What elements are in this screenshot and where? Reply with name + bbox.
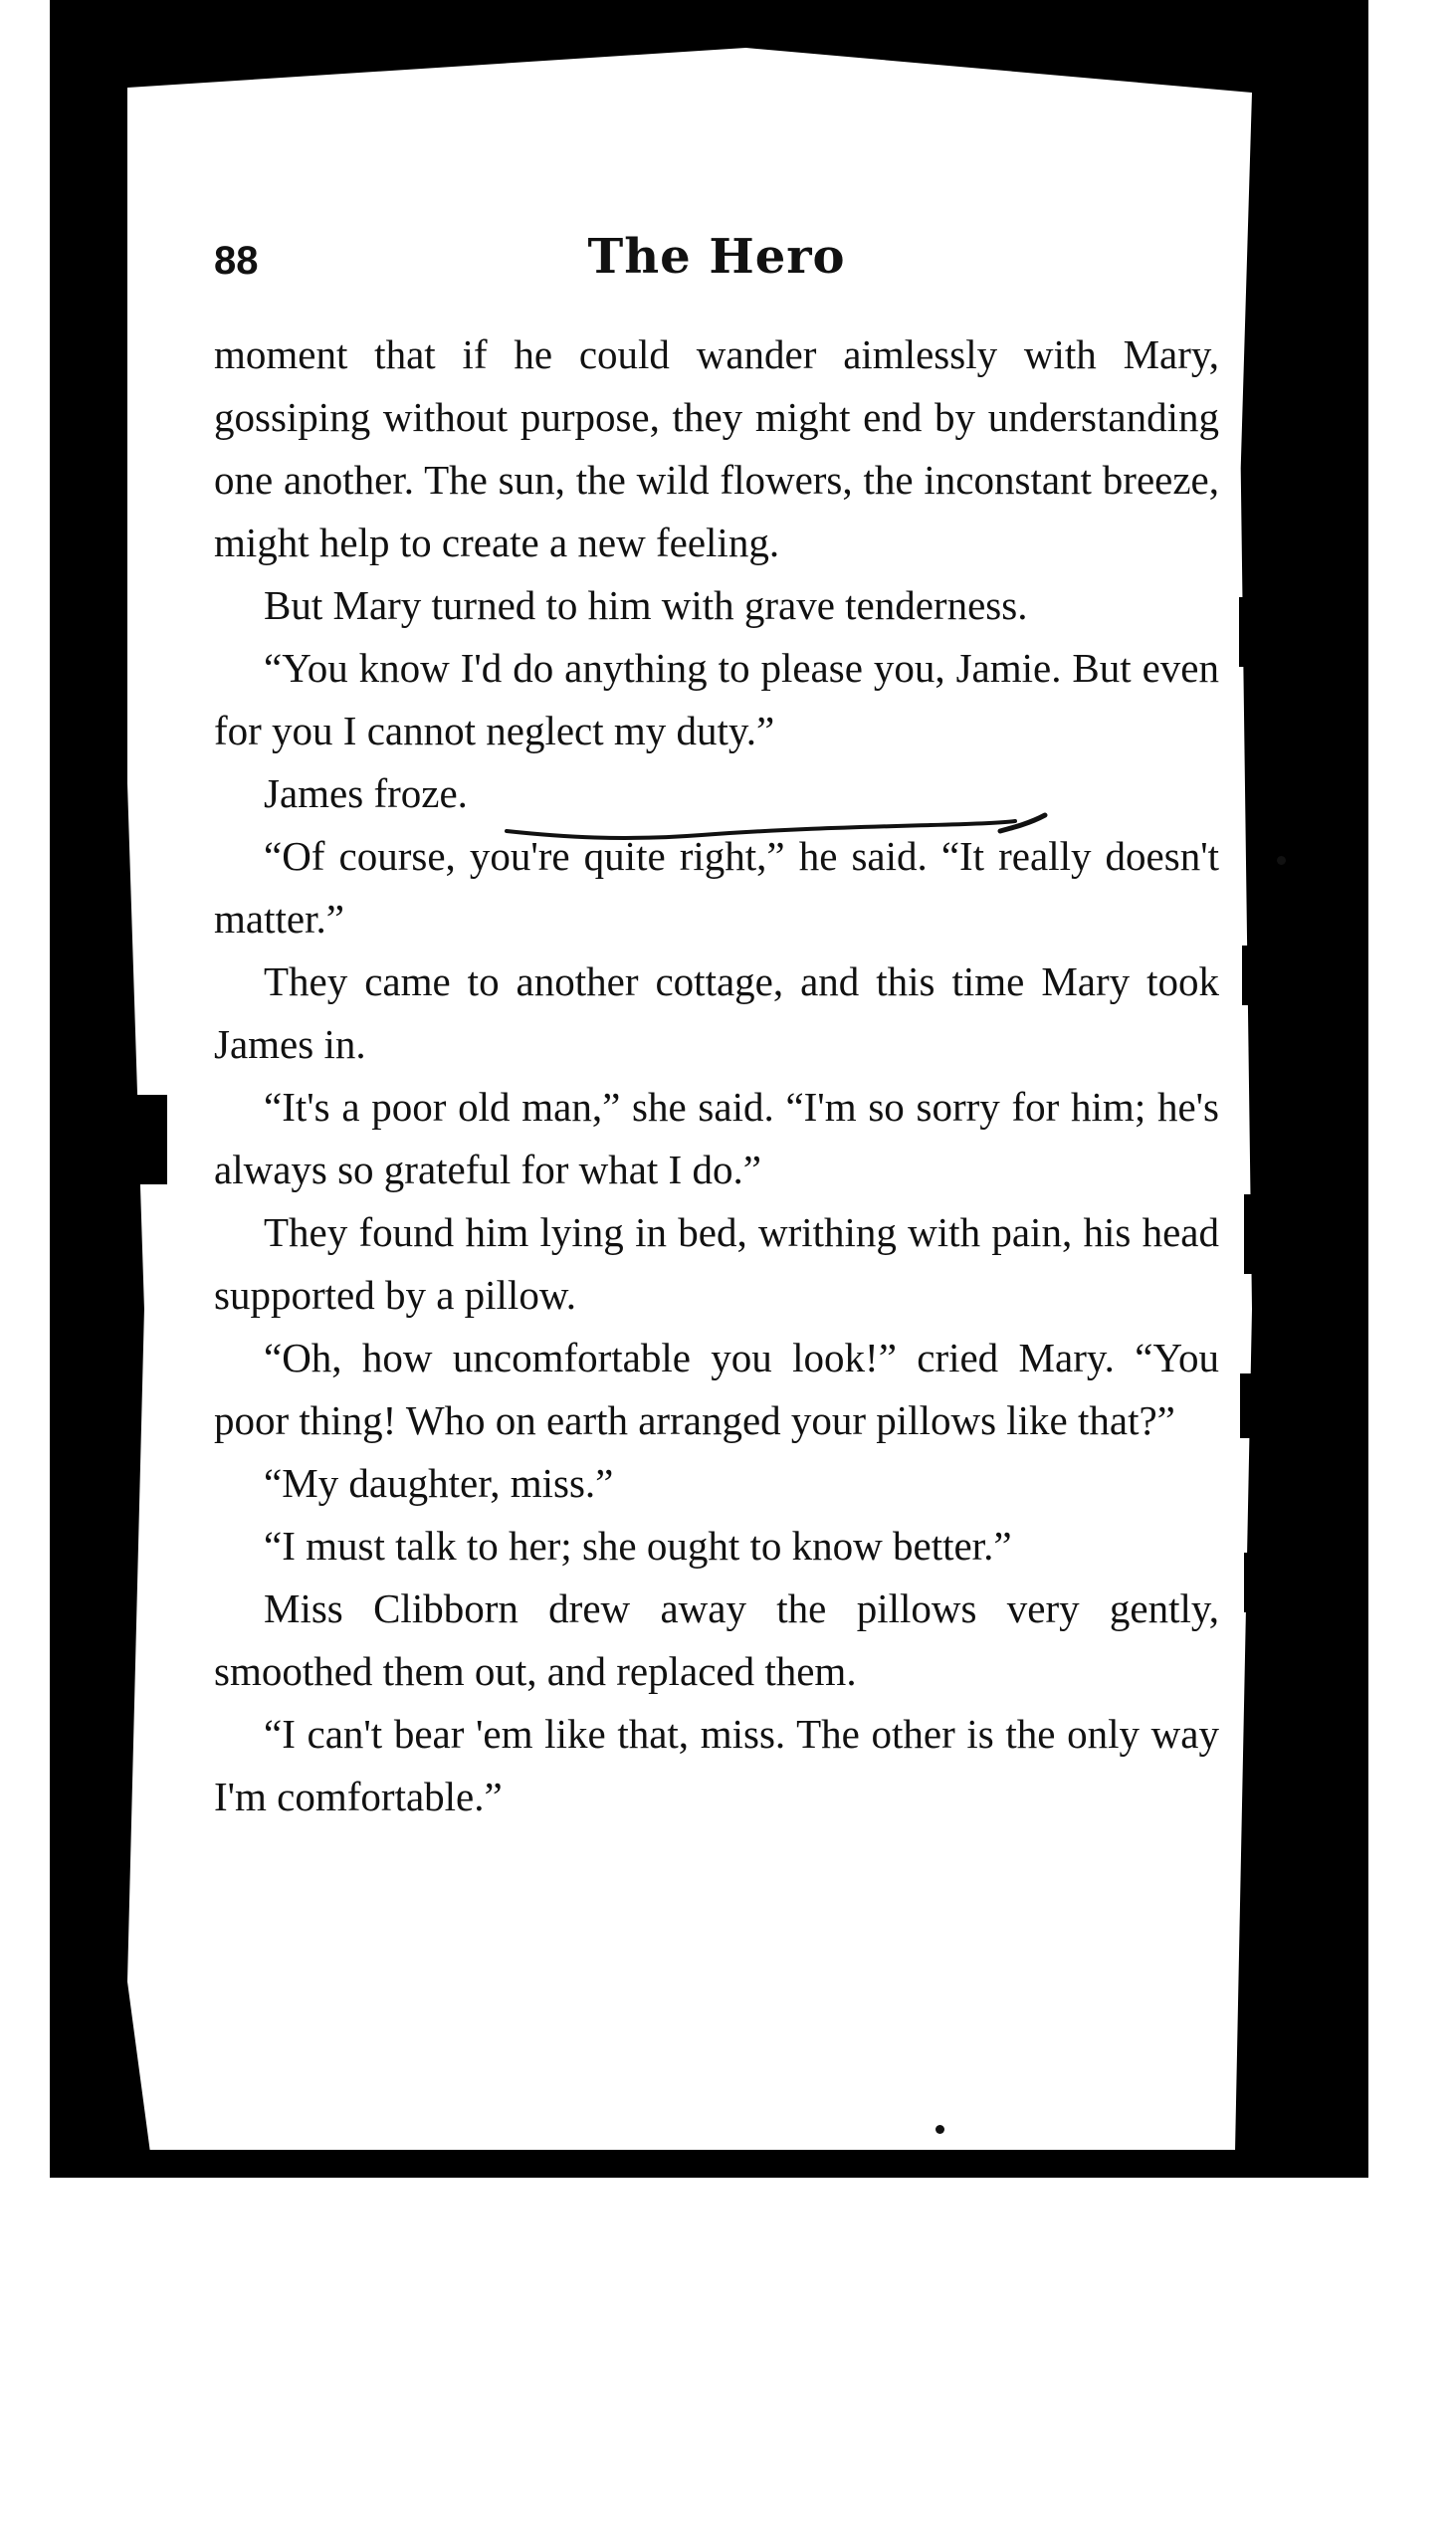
running-title: The Hero — [587, 229, 846, 285]
paragraph: “You know I'd do anything to please you, Jamie. But even for you I cannot neglect my duty.” — [214, 645, 1219, 753]
paragraph: “I must talk to her; she ought to know better.” — [264, 1523, 1012, 1569]
edge-notch — [1240, 1373, 1270, 1438]
paragraph: Miss Clibborn drew away the pillows very gently, smoothed them out, and replaced them. — [214, 1585, 1219, 1694]
edge-notch — [1244, 1194, 1270, 1274]
paragraph: “It's a poor old man,” she said. “I'm so sorry for him; he's always so grateful for what I do.” — [214, 1084, 1219, 1192]
body-text — [214, 323, 1219, 1828]
paragraph: moment that if he could wander aimlessly with Mary, gossiping without purpose, they might end by understanding one another. The sun, the wild flowers, the inconstant breeze, might help to create a new feeling. — [214, 331, 1219, 565]
paragraph: “I can't bear 'em like that, miss. The other is the only way I'm comfortable.” — [214, 1711, 1219, 1819]
page-header — [214, 229, 1219, 299]
paragraph: “Of course, you're quite right,” he said. “It really doesn't matter.” — [214, 833, 1219, 942]
ink-speck — [1277, 856, 1286, 865]
paragraph: They found him lying in bed, writhing with pain, his head supported by a pillow. — [214, 1209, 1219, 1318]
edge-notch — [1239, 597, 1269, 667]
paragraph: James froze. — [264, 770, 468, 816]
paragraph: “Oh, how uncomfortable you look!” cried Mary. “You poor thing! Who on earth arranged your pillows like that?” — [214, 1335, 1219, 1443]
edge-notch — [1242, 946, 1270, 1005]
paragraph: But Mary turned to him with grave tenderness. — [264, 582, 1028, 628]
ink-speck — [936, 2125, 944, 2134]
handwritten-underline — [503, 801, 1060, 861]
paragraph: They came to another cottage, and this time Mary took James in. — [214, 958, 1219, 1067]
edge-notch — [127, 1095, 167, 1184]
page-number: 88 — [214, 239, 259, 283]
paragraph: “My daughter, miss.” — [264, 1460, 614, 1506]
edge-notch — [1244, 1553, 1270, 1612]
